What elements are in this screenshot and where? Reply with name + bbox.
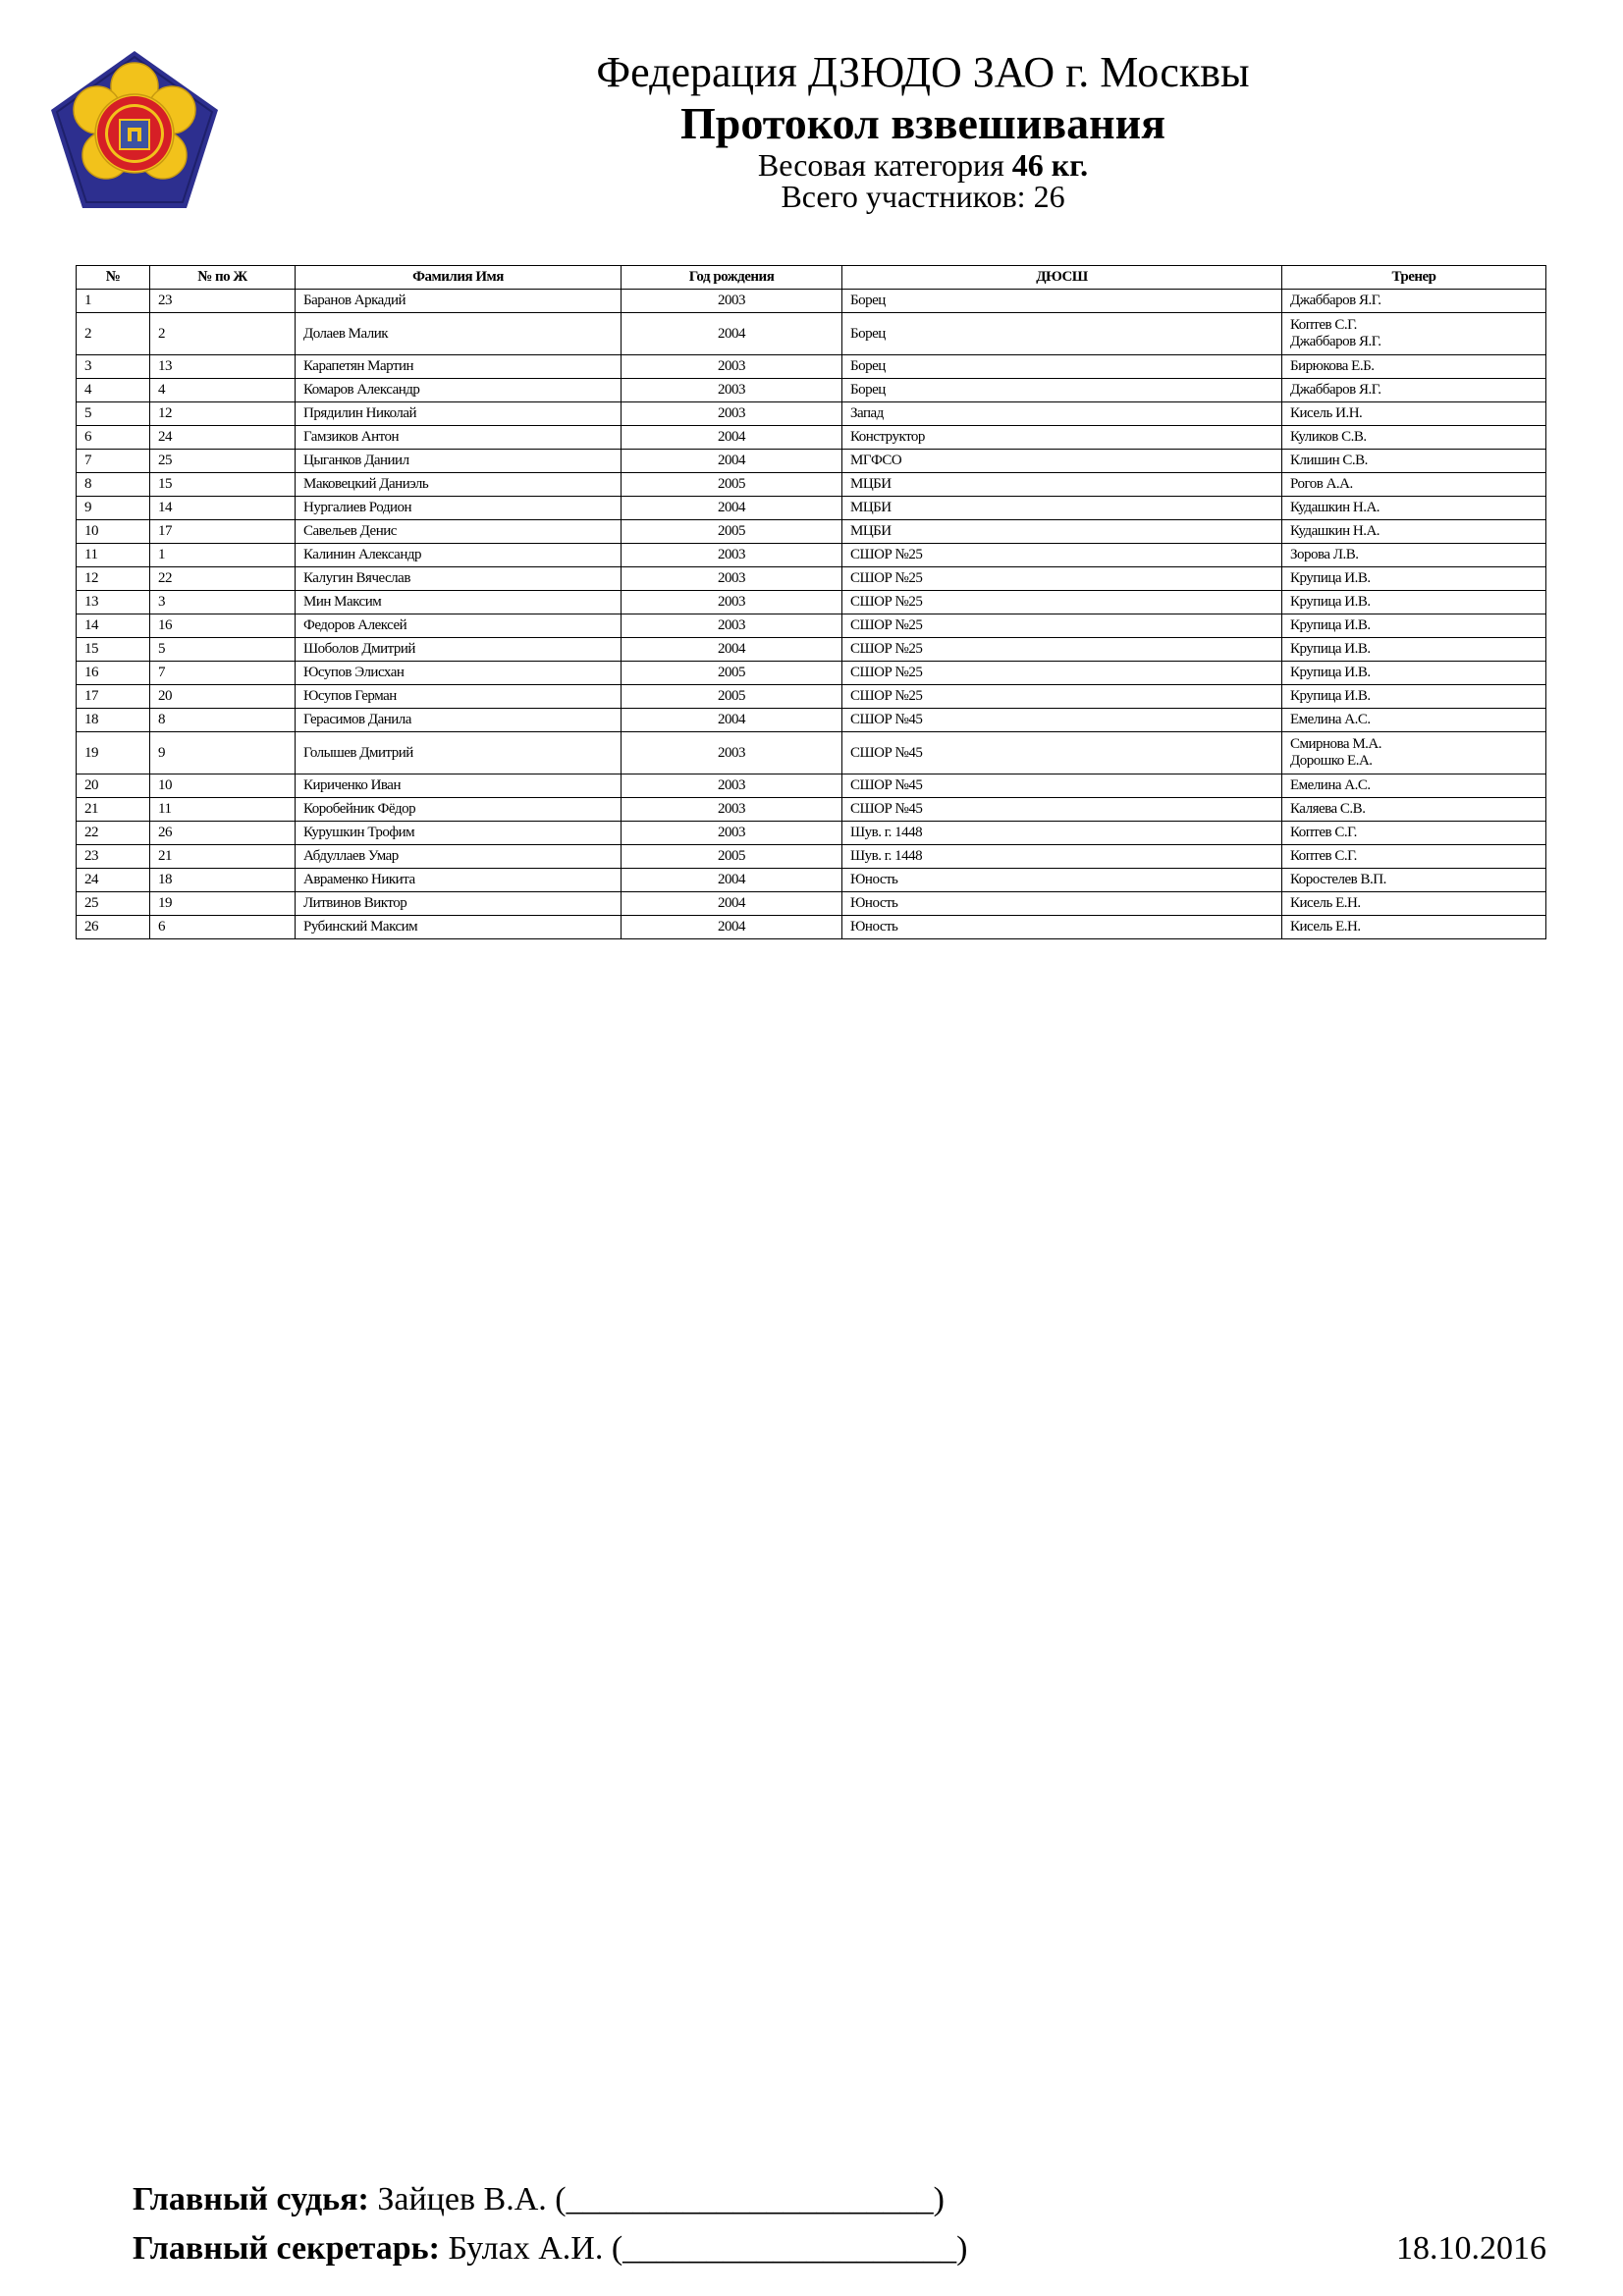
cell-coach: [1282, 638, 1546, 662]
table-row: [77, 916, 1546, 939]
cell-school: Юность: [842, 869, 1282, 892]
cell-birth-year: 2003: [622, 379, 842, 402]
cell-coach: [1282, 869, 1546, 892]
cell-draw-number: 12: [150, 402, 296, 426]
cell-birth-year: 2004: [622, 426, 842, 450]
cell-birth-year: 2004: [622, 638, 842, 662]
coach-name: Крупица И.В.: [1290, 570, 1371, 586]
cell-draw-number: 18: [150, 869, 296, 892]
document-header: [432, 47, 1414, 212]
coach-name: Коростелев В.П.: [1290, 872, 1386, 887]
cell-name: Савельев Денис: [296, 520, 622, 544]
coach-name: Кисель Е.Н.: [1290, 895, 1361, 911]
signature-footer: [133, 2175, 1546, 2273]
cell-birth-year: 2005: [622, 662, 842, 685]
cell-name: Нургалиев Родион: [296, 497, 622, 520]
cell-name: Мин Максим: [296, 591, 622, 614]
cell-coach: [1282, 567, 1546, 591]
cell-coach: [1282, 845, 1546, 869]
weigh-in-table: [76, 265, 1546, 939]
coach-name: Емелина А.С.: [1290, 777, 1371, 793]
cell-school: Конструктор: [842, 426, 1282, 450]
cell-school: Юность: [842, 892, 1282, 916]
cell-birth-year: 2003: [622, 798, 842, 822]
chief-secretary-line: [133, 2224, 1546, 2273]
cell-birth-year: 2005: [622, 520, 842, 544]
cell-number: 1: [77, 290, 150, 313]
table-row: [77, 822, 1546, 845]
cell-birth-year: 2004: [622, 497, 842, 520]
cell-name: Кириченко Иван: [296, 774, 622, 798]
cell-name: Шоболов Дмитрий: [296, 638, 622, 662]
federation-emblem: [47, 49, 222, 212]
cell-draw-number: 16: [150, 614, 296, 638]
cell-name: Голышев Дмитрий: [296, 732, 622, 774]
cell-coach: [1282, 822, 1546, 845]
cell-draw-number: 25: [150, 450, 296, 473]
cell-name: Литвинов Виктор: [296, 892, 622, 916]
table-row: [77, 290, 1546, 313]
cell-school: СШОР №45: [842, 774, 1282, 798]
coach-name: Зорова Л.В.: [1290, 547, 1359, 562]
coach-name: Каляева С.В.: [1290, 801, 1366, 817]
cell-name: Карапетян Мартин: [296, 355, 622, 379]
cell-school: Шув. г. 1448: [842, 822, 1282, 845]
cell-number: 4: [77, 379, 150, 402]
coach-name: Коптев С.Г.: [1290, 317, 1357, 333]
document-title: Протокол взвешивания: [679, 98, 1165, 148]
cell-birth-year: 2003: [622, 822, 842, 845]
cell-birth-year: 2005: [622, 473, 842, 497]
cell-school: МГФСО: [842, 450, 1282, 473]
cell-birth-year: 2004: [622, 313, 842, 355]
cell-coach: [1282, 892, 1546, 916]
cell-number: 7: [77, 450, 150, 473]
column-header-number: №: [77, 266, 150, 290]
cell-coach: [1282, 355, 1546, 379]
coach-name: Кисель И.Н.: [1290, 405, 1363, 421]
cell-number: 21: [77, 798, 150, 822]
coach-name: Крупица И.В.: [1290, 594, 1371, 610]
table-row: [77, 685, 1546, 709]
cell-school: Юность: [842, 916, 1282, 939]
cell-school: Борец: [842, 313, 1282, 355]
table-row: [77, 544, 1546, 567]
cell-draw-number: 10: [150, 774, 296, 798]
cell-draw-number: 7: [150, 662, 296, 685]
table-row: [77, 614, 1546, 638]
weight-category: [432, 149, 1414, 181]
cell-name: Курушкин Трофим: [296, 822, 622, 845]
cell-birth-year: 2003: [622, 355, 842, 379]
cell-coach: [1282, 473, 1546, 497]
cell-birth-year: 2005: [622, 845, 842, 869]
cell-school: СШОР №25: [842, 591, 1282, 614]
cell-coach: [1282, 497, 1546, 520]
cell-birth-year: 2003: [622, 614, 842, 638]
cell-coach: [1282, 520, 1546, 544]
cell-draw-number: 20: [150, 685, 296, 709]
table-row: [77, 709, 1546, 732]
coach-name: Коптев С.Г.: [1290, 848, 1357, 864]
cell-name: Долаев Малик: [296, 313, 622, 355]
table-header-row: [77, 266, 1546, 290]
column-header-name: Фамилия Имя: [296, 266, 622, 290]
cell-school: СШОР №25: [842, 662, 1282, 685]
cell-draw-number: 4: [150, 379, 296, 402]
cell-name: Коробейник Фёдор: [296, 798, 622, 822]
cell-coach: [1282, 591, 1546, 614]
cell-number: 22: [77, 822, 150, 845]
cell-coach: [1282, 290, 1546, 313]
cell-coach: [1282, 426, 1546, 450]
cell-draw-number: 24: [150, 426, 296, 450]
table-row: [77, 892, 1546, 916]
table-row: [77, 845, 1546, 869]
cell-school: СШОР №25: [842, 638, 1282, 662]
cell-number: 14: [77, 614, 150, 638]
cell-coach: [1282, 313, 1546, 355]
participants-total: [432, 181, 1414, 212]
cell-number: 18: [77, 709, 150, 732]
coach-name: Кисель Е.Н.: [1290, 919, 1361, 934]
cell-number: 8: [77, 473, 150, 497]
cell-school: СШОР №45: [842, 709, 1282, 732]
cell-draw-number: 8: [150, 709, 296, 732]
cell-draw-number: 11: [150, 798, 296, 822]
table-row: [77, 402, 1546, 426]
participants-total-value: 26: [1033, 179, 1065, 214]
cell-coach: [1282, 916, 1546, 939]
table-row: [77, 774, 1546, 798]
coach-name: Кудашкин Н.А.: [1290, 500, 1380, 515]
cell-name: Рубинский Максим: [296, 916, 622, 939]
cell-name: Комаров Александр: [296, 379, 622, 402]
document-date: 18.10.2016: [1396, 2230, 1546, 2267]
coach-name: Коптев С.Г.: [1290, 825, 1357, 840]
coach-name: Джаббаров Я.Г.: [1290, 382, 1381, 398]
cell-birth-year: 2003: [622, 544, 842, 567]
coach-name-second: Джаббаров Я.Г.: [1290, 334, 1381, 349]
cell-name: Юсупов Элисхан: [296, 662, 622, 685]
cell-draw-number: 19: [150, 892, 296, 916]
participants-total-label: Всего участников:: [781, 179, 1026, 214]
coach-name: Бирюкова Е.Б.: [1290, 358, 1375, 374]
cell-school: МЦБИ: [842, 497, 1282, 520]
column-header-birth-year: Год рождения: [622, 266, 842, 290]
coach-name: Емелина А.С.: [1290, 712, 1371, 727]
table-row: [77, 313, 1546, 355]
cell-number: 16: [77, 662, 150, 685]
cell-name: Федоров Алексей: [296, 614, 622, 638]
cell-draw-number: 2: [150, 313, 296, 355]
cell-name: Прядилин Николай: [296, 402, 622, 426]
cell-draw-number: 14: [150, 497, 296, 520]
cell-name: Авраменко Никита: [296, 869, 622, 892]
weight-category-value: 46 кг.: [1011, 147, 1089, 183]
cell-draw-number: 17: [150, 520, 296, 544]
table-row: [77, 567, 1546, 591]
cell-name: Гамзиков Антон: [296, 426, 622, 450]
cell-birth-year: 2004: [622, 916, 842, 939]
cell-draw-number: 9: [150, 732, 296, 774]
cell-school: СШОР №45: [842, 798, 1282, 822]
chief-judge-label: Главный судья:: [133, 2181, 369, 2217]
cell-number: 24: [77, 869, 150, 892]
federation-name: Федерация ДЗЮДО ЗАО г. Москвы: [596, 48, 1250, 96]
cell-coach: [1282, 685, 1546, 709]
cell-birth-year: 2003: [622, 402, 842, 426]
coach-name: Рогов А.А.: [1290, 476, 1353, 492]
chief-secretary-label: Главный секретарь:: [133, 2230, 440, 2267]
cell-draw-number: 6: [150, 916, 296, 939]
cell-number: 5: [77, 402, 150, 426]
cell-draw-number: 22: [150, 567, 296, 591]
cell-draw-number: 5: [150, 638, 296, 662]
cell-number: 11: [77, 544, 150, 567]
cell-school: СШОР №25: [842, 567, 1282, 591]
cell-birth-year: 2004: [622, 450, 842, 473]
cell-school: Борец: [842, 379, 1282, 402]
cell-name: Юсупов Герман: [296, 685, 622, 709]
cell-number: 6: [77, 426, 150, 450]
coach-name: Кудашкин Н.А.: [1290, 523, 1380, 539]
table-row: [77, 798, 1546, 822]
cell-birth-year: 2003: [622, 774, 842, 798]
cell-draw-number: 1: [150, 544, 296, 567]
cell-birth-year: 2003: [622, 591, 842, 614]
cell-coach: [1282, 798, 1546, 822]
table-body: [77, 290, 1546, 939]
column-header-coach: Тренер: [1282, 266, 1546, 290]
cell-name: Герасимов Данила: [296, 709, 622, 732]
chief-judge-value: Зайцев В.А. (______________________): [368, 2181, 945, 2217]
cell-number: 10: [77, 520, 150, 544]
weight-category-label: Весовая категория: [757, 147, 1004, 183]
cell-school: Запад: [842, 402, 1282, 426]
cell-number: 13: [77, 591, 150, 614]
table-row: [77, 662, 1546, 685]
cell-number: 17: [77, 685, 150, 709]
coach-name-second: Дорошко Е.А.: [1290, 753, 1373, 769]
cell-birth-year: 2003: [622, 290, 842, 313]
table-row: [77, 520, 1546, 544]
cell-number: 26: [77, 916, 150, 939]
cell-draw-number: 15: [150, 473, 296, 497]
coach-name: Куликов С.В.: [1290, 429, 1367, 445]
cell-name: Абдуллаев Умар: [296, 845, 622, 869]
column-header-school: ДЮСШ: [842, 266, 1282, 290]
cell-coach: [1282, 544, 1546, 567]
cell-coach: [1282, 662, 1546, 685]
cell-coach: [1282, 709, 1546, 732]
cell-name: Маковецкий Даниэль: [296, 473, 622, 497]
table-row: [77, 638, 1546, 662]
table-row: [77, 732, 1546, 774]
cell-school: СШОР №25: [842, 685, 1282, 709]
cell-number: 15: [77, 638, 150, 662]
table-row: [77, 497, 1546, 520]
cell-coach: [1282, 402, 1546, 426]
cell-draw-number: 26: [150, 822, 296, 845]
coach-name: Джаббаров Я.Г.: [1290, 293, 1381, 308]
cell-number: 19: [77, 732, 150, 774]
coach-name: Клишин С.В.: [1290, 453, 1368, 468]
cell-number: 3: [77, 355, 150, 379]
table-row: [77, 355, 1546, 379]
cell-draw-number: 21: [150, 845, 296, 869]
cell-school: Борец: [842, 290, 1282, 313]
cell-name: Калугин Вячеслав: [296, 567, 622, 591]
cell-draw-number: 23: [150, 290, 296, 313]
cell-coach: [1282, 450, 1546, 473]
cell-coach: [1282, 614, 1546, 638]
cell-birth-year: 2003: [622, 732, 842, 774]
cell-name: Цыганков Даниил: [296, 450, 622, 473]
cell-number: 9: [77, 497, 150, 520]
cell-school: МЦБИ: [842, 473, 1282, 497]
cell-school: СШОР №45: [842, 732, 1282, 774]
coach-name: Крупица И.В.: [1290, 641, 1371, 657]
cell-school: СШОР №25: [842, 544, 1282, 567]
cell-birth-year: 2005: [622, 685, 842, 709]
coach-name: Крупица И.В.: [1290, 688, 1371, 704]
cell-school: МЦБИ: [842, 520, 1282, 544]
cell-school: Борец: [842, 355, 1282, 379]
cell-coach: [1282, 774, 1546, 798]
cell-birth-year: 2004: [622, 892, 842, 916]
cell-coach: [1282, 379, 1546, 402]
cell-draw-number: 3: [150, 591, 296, 614]
cell-birth-year: 2003: [622, 567, 842, 591]
table-row: [77, 591, 1546, 614]
chief-secretary-value: Булах А.И. (____________________): [439, 2230, 968, 2267]
column-header-draw-number: № по Ж: [150, 266, 296, 290]
cell-number: 2: [77, 313, 150, 355]
cell-coach: [1282, 732, 1546, 774]
cell-name: Баранов Аркадий: [296, 290, 622, 313]
cell-draw-number: 13: [150, 355, 296, 379]
chief-judge-line: [133, 2175, 1546, 2224]
table-row: [77, 450, 1546, 473]
cell-number: 23: [77, 845, 150, 869]
table-row: [77, 426, 1546, 450]
cell-birth-year: 2004: [622, 869, 842, 892]
coach-name: Смирнова М.А.: [1290, 736, 1382, 752]
cell-number: 25: [77, 892, 150, 916]
table-row: [77, 379, 1546, 402]
cell-number: 20: [77, 774, 150, 798]
cell-name: Калинин Александр: [296, 544, 622, 567]
cell-school: Шув. г. 1448: [842, 845, 1282, 869]
coach-name: Крупица И.В.: [1290, 665, 1371, 680]
table-row: [77, 869, 1546, 892]
coach-name: Крупица И.В.: [1290, 617, 1371, 633]
cell-number: 12: [77, 567, 150, 591]
cell-birth-year: 2004: [622, 709, 842, 732]
cell-school: СШОР №25: [842, 614, 1282, 638]
table-row: [77, 473, 1546, 497]
